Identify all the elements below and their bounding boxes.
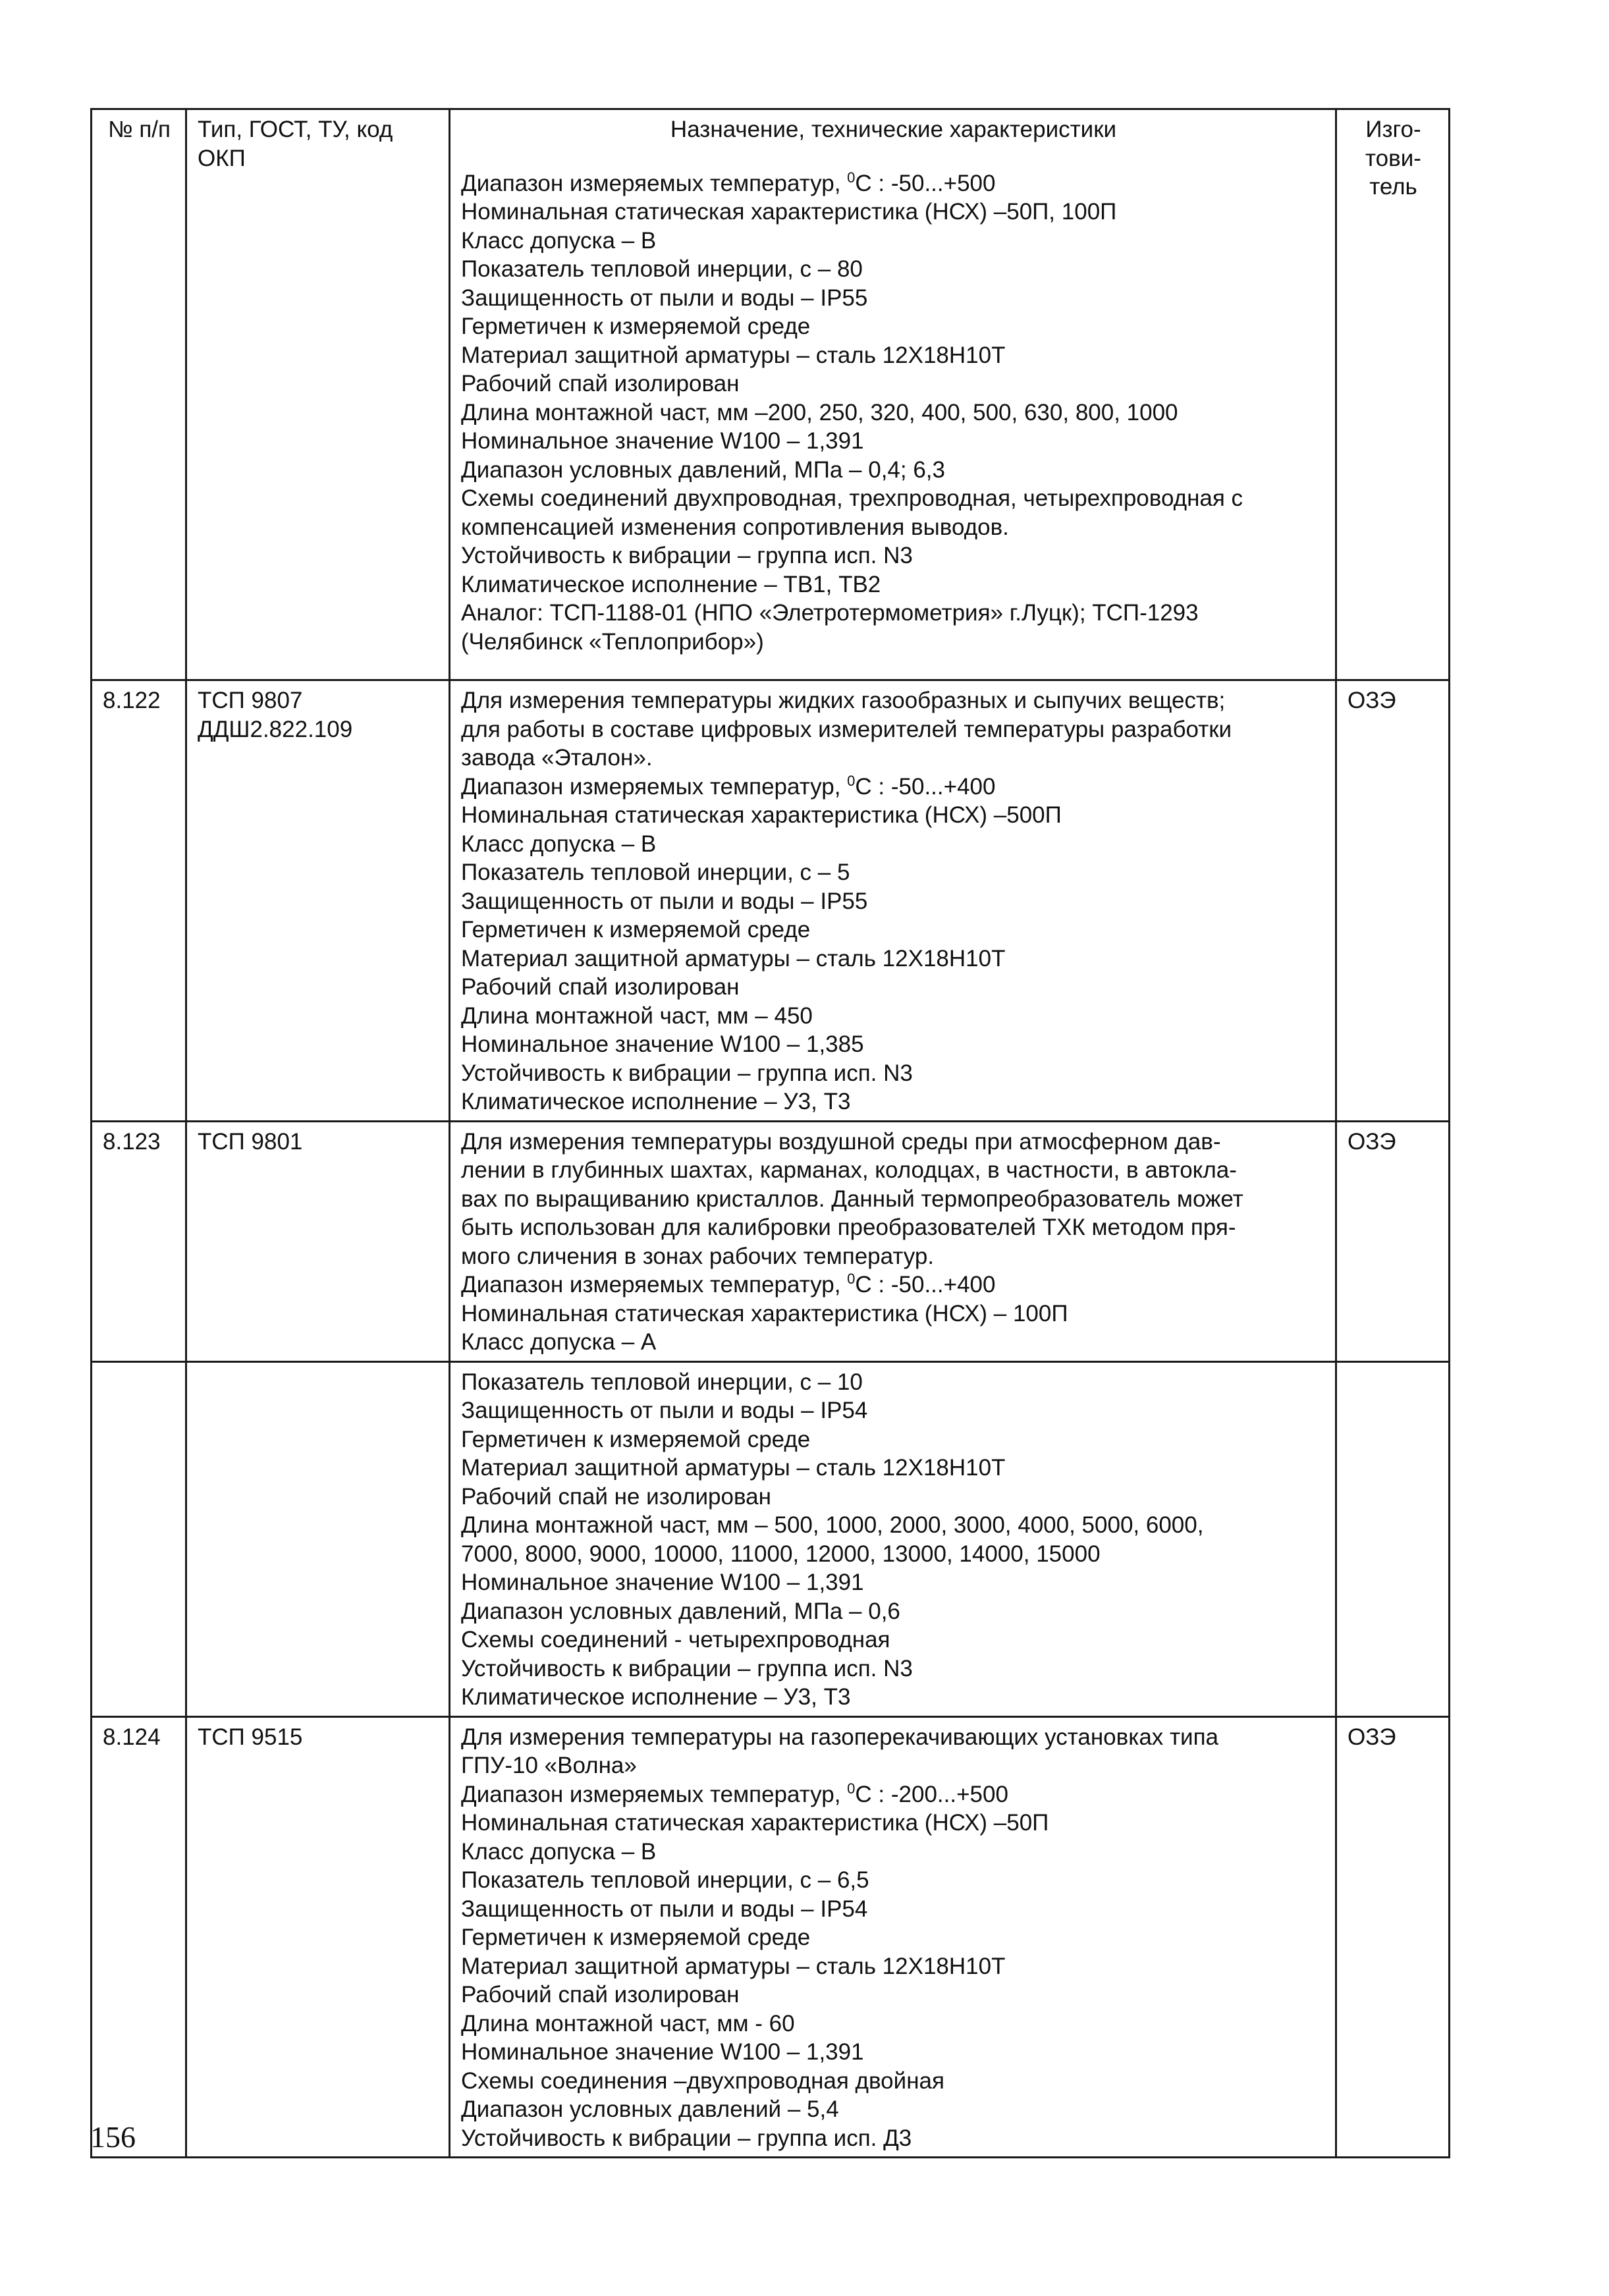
characteristic-line: быть использован для калибровки преобразователей ТХК методом пря- (461, 1215, 1236, 1240)
characteristic-line: Схемы соединений двухпроводная, трехпроводная, четырехпроводная с (461, 485, 1243, 511)
characteristic-line: компенсацией изменения сопротивления выводов. (461, 514, 1009, 540)
characteristic-line: Номинальная статическая характеристика (НСХ) –50П, 100П (461, 199, 1117, 225)
characteristic-line: Аналог: ТСП-1188-01 (НПО «Элетротермометрия» г.Луцк); ТСП-1293 (461, 600, 1199, 626)
characteristic-line: Защищенность от пыли и воды – IP54 (461, 1398, 868, 1423)
row-type: ТСП 9515 (186, 1716, 450, 2158)
characteristic-line: Диапазон условных давлений – 5,4 (461, 2096, 839, 2122)
header-maker (1336, 109, 1450, 680)
row-lines (461, 1128, 1326, 1357)
continued-characteristics (461, 169, 1326, 657)
row-num: 8.123 (92, 1121, 186, 1361)
table-row (92, 680, 1450, 1122)
characteristic-line: Номинальное значение W100 – 1,391 (461, 1570, 864, 1595)
characteristic-line: Длина монтажной част, мм –200, 250, 320, 400, 500, 630, 800, 1000 (461, 399, 1178, 425)
characteristic-line: Показатель тепловой инерции, с – 5 (461, 860, 850, 885)
header-num (92, 109, 186, 680)
characteristic-line: Климатическое исполнение – ТВ1, ТВ2 (461, 571, 881, 597)
row-type: ТСП 9801 (186, 1121, 450, 1361)
characteristic-line: Герметичен к измеряемой среде (461, 314, 811, 339)
characteristic-line: 7000, 8000, 9000, 10000, 11000, 12000, 13000, 14000, 15000 (461, 1541, 1101, 1567)
characteristic-line: вах по выращиванию кристаллов. Данный термопреобразователь может (461, 1186, 1243, 1212)
characteristic-line: Герметичен к измеряемой среде (461, 917, 811, 943)
table-row (92, 1121, 1450, 1361)
row-num: 8.124 (92, 1716, 186, 2158)
characteristic-line: Материал защитной арматуры – сталь 12Х18Н10Т (461, 342, 1006, 368)
row-desc (450, 680, 1336, 1122)
characteristic-line: Устойчивость к вибрации – группа исп. N3 (461, 1655, 913, 1681)
characteristic-line: завода «Эталон». (461, 745, 653, 771)
characteristic-line: Длина монтажной част, мм – 500, 1000, 2000, 3000, 4000, 5000, 6000, (461, 1512, 1204, 1538)
characteristic-line: Материал защитной арматуры – сталь 12Х18Н10Т (461, 945, 1006, 971)
characteristic-line: для работы в составе цифровых измерителей температуры разработки (461, 716, 1232, 742)
characteristic-line: Устойчивость к вибрации – группа исп. N3 (461, 1060, 913, 1086)
row-desc (450, 1361, 1336, 1716)
characteristic-line: Класс допуска – В (461, 831, 657, 857)
characteristic-line: Длина монтажной част, мм – 450 (461, 1002, 813, 1029)
characteristic-line: Длина монтажной част, мм - 60 (461, 2010, 795, 2036)
characteristic-line: Диапазон условных давлений, МПа – 0,6 (461, 1598, 900, 1624)
characteristic-line: Рабочий спай изолирован (461, 1982, 740, 2008)
characteristic-line: Рабочий спай изолирован (461, 974, 740, 1000)
table-row (92, 1361, 1450, 1716)
characteristic-line: Номинальная статическая характеристика (НСХ) –50П (461, 1810, 1049, 1836)
characteristic-line: ГПУ-10 «Волна» (461, 1753, 637, 1778)
characteristic-line: Номинальное значение W100 – 1,391 (461, 428, 864, 454)
table-header-row (92, 109, 1450, 680)
row-maker (1336, 1361, 1450, 1716)
characteristic-line: Показатель тепловой инерции, с – 80 (461, 256, 863, 282)
characteristic-line: Диапазон измеряемых температур, $^0$С : -50...+500 (461, 169, 996, 196)
characteristic-line: Диапазон измеряемых температур, $^0$С : -50...+400 (461, 1271, 996, 1298)
characteristic-line: Схемы соединения –двухпроводная двойная (461, 2067, 944, 2094)
characteristic-line: Рабочий спай не изолирован (461, 1483, 771, 1510)
characteristic-line: Диапазон измеряемых температур, $^0$С : -50...+400 (461, 772, 996, 800)
row-num: 8.122 (92, 680, 186, 1122)
characteristic-line: Показатель тепловой инерции, с – 10 (461, 1369, 863, 1395)
row-type: ТСП 9807 ДДШ2.822.109 (186, 680, 450, 1122)
characteristic-line: Устойчивость к вибрации – группа исп. Д3 (461, 2125, 912, 2151)
characteristic-line: Климатическое исполнение – У3, Т3 (461, 1684, 851, 1710)
characteristic-line: Материал защитной арматуры – сталь 12Х18Н10Т (461, 1455, 1006, 1481)
characteristic-line: Класс допуска – В (461, 1838, 657, 1865)
row-lines (461, 1368, 1326, 1712)
characteristic-line: Диапазон измеряемых температур, $^0$С : -200...+500 (461, 1780, 1008, 1807)
row-desc (450, 1716, 1336, 2158)
characteristic-line: Номинальное значение W100 – 1,391 (461, 2039, 864, 2065)
characteristic-line: Для измерения температуры воздушной среды при атмосферном дав- (461, 1128, 1221, 1155)
characteristic-line: Номинальная статическая характеристика (НСХ) –500П (461, 802, 1062, 828)
row-type (186, 1361, 450, 1716)
characteristic-line: Схемы соединений - четырехпроводная (461, 1627, 890, 1653)
header-type (186, 109, 450, 680)
characteristic-line: (Челябинск «Теплоприбор») (461, 628, 764, 655)
row-lines (461, 1723, 1326, 2153)
header-desc-label: Назначение, технические характеристики (670, 117, 1117, 142)
characteristic-line: Номинальная статическая характеристика (НСХ) – 100П (461, 1300, 1068, 1326)
row-num (92, 1361, 186, 1716)
row-maker: ОЗЭ (1336, 680, 1450, 1122)
header-desc (450, 109, 1336, 680)
row-maker: ОЗЭ (1336, 1121, 1450, 1361)
characteristic-line: Номинальное значение W100 – 1,385 (461, 1031, 864, 1057)
characteristic-line: Для измерения температуры на газоперекачивающих установках типа (461, 1724, 1219, 1750)
characteristic-line: Устойчивость к вибрации – группа исп. N3 (461, 543, 913, 568)
spec-table (90, 108, 1450, 2158)
characteristic-line: мого сличения в зонах рабочих температур. (461, 1243, 935, 1269)
row-desc (450, 1121, 1336, 1361)
table-row (92, 1716, 1450, 2158)
characteristic-line: Диапазон условных давлений, МПа – 0,4; 6,3 (461, 456, 945, 483)
characteristic-line: Герметичен к измеряемой среде (461, 1426, 811, 1452)
characteristic-line: Для измерения температуры жидких газообразных и сыпучих веществ; (461, 688, 1226, 713)
row-lines (461, 686, 1326, 1116)
characteristic-line: Климатическое исполнение – У3, Т3 (461, 1089, 851, 1114)
header-num-label: № п/п (108, 117, 171, 142)
header-maker-label: Изго-тови-тель (1365, 117, 1421, 200)
characteristic-line: Материал защитной арматуры – сталь 12Х18Н10Т (461, 1953, 1006, 1979)
page-number: 156 (90, 2120, 136, 2154)
row-maker: ОЗЭ (1336, 1716, 1450, 2158)
characteristic-line: Рабочий спай изолирован (461, 371, 740, 396)
characteristic-line: Защищенность от пыли и воды – IP55 (461, 285, 868, 311)
characteristic-line: Класс допуска – В (461, 227, 657, 254)
characteristic-line: Показатель тепловой инерции, с – 6,5 (461, 1867, 869, 1893)
characteristic-line: Класс допуска – А (461, 1329, 657, 1355)
characteristic-line: Защищенность от пыли и воды – IP55 (461, 888, 868, 914)
characteristic-line: лении в глубинных шахтах, карманах, колодцах, в частности, в автокла- (461, 1157, 1237, 1183)
header-type-label: Тип, ГОСТ, ТУ, код ОКП (198, 117, 393, 171)
characteristic-line: Защищенность от пыли и воды – IP54 (461, 1896, 868, 1922)
characteristic-line: Герметичен к измеряемой среде (461, 1925, 811, 1950)
